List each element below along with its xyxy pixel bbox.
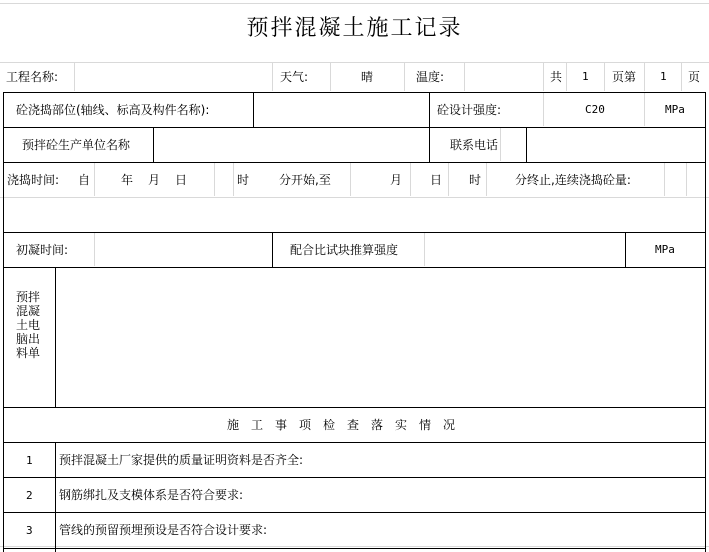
printout-area[interactable] — [56, 268, 705, 407]
gridline — [500, 128, 501, 161]
gridline — [233, 163, 234, 196]
phone-label: 联系电话 — [450, 138, 499, 152]
gridline — [486, 163, 487, 196]
pour-location-label: 砼浇捣部位(轴线、标高及构件名称): — [16, 103, 210, 117]
border — [3, 477, 706, 478]
start-to-label: 分开始,至 — [279, 173, 331, 187]
temperature-cell[interactable] — [465, 63, 543, 91]
gridline — [543, 63, 544, 91]
from-label: 自 — [78, 173, 91, 187]
weather-value[interactable]: 晴 — [361, 70, 374, 84]
day-label-end: 日 — [430, 173, 443, 187]
check-item-text: 管线的预留预埋预设是否符合设计要求: — [59, 523, 268, 537]
mix-strength-cell[interactable] — [425, 233, 625, 267]
gridline — [330, 63, 331, 91]
border — [3, 407, 706, 408]
check-item-text: 钢筋绑扎及支模体系是否符合要求: — [59, 488, 244, 502]
year-label: 年 — [121, 173, 134, 187]
printout-label: 预拌混凝土电脑出料单 — [16, 290, 41, 360]
gridline — [350, 163, 351, 196]
producer-label: 预拌砼生产单位名称 — [22, 138, 131, 152]
gridline — [566, 63, 567, 91]
gridline — [214, 163, 215, 196]
gridline — [448, 163, 449, 196]
border — [625, 233, 626, 267]
design-strength-unit: MPa — [665, 103, 685, 116]
check-item-number: 1 — [26, 454, 33, 467]
border — [55, 443, 56, 552]
page-prefix: 页第 — [612, 70, 637, 84]
gridline — [0, 546, 709, 547]
gridline — [664, 163, 665, 196]
total-pages[interactable]: 1 — [582, 70, 589, 83]
design-strength-label: 砼设计强度: — [437, 103, 502, 117]
month-label: 月 — [148, 173, 161, 187]
page-number[interactable]: 1 — [660, 70, 667, 83]
border — [3, 548, 706, 549]
page-suffix: 页 — [688, 70, 701, 84]
project-name-cell[interactable] — [75, 63, 272, 91]
border — [3, 162, 706, 163]
gridline — [410, 163, 411, 196]
gridline — [0, 3, 709, 4]
check-item-number: 2 — [26, 489, 33, 502]
pour-location-cell[interactable] — [254, 93, 429, 127]
gridline — [644, 93, 645, 126]
border — [429, 128, 430, 162]
blank-row-cell[interactable] — [4, 198, 705, 232]
mix-strength-unit: MPa — [655, 243, 675, 256]
pour-time-label: 浇捣时间: — [7, 173, 60, 187]
mix-strength-label: 配合比试块推算强度 — [290, 243, 399, 257]
project-name-label: 工程名称: — [6, 70, 59, 84]
total-label: 共 — [550, 70, 563, 84]
initial-set-cell[interactable] — [95, 233, 272, 267]
initial-set-label: 初凝时间: — [16, 243, 69, 257]
check-item-number: 3 — [26, 524, 33, 537]
check-item-text: 预拌混凝土厂家提供的质量证明资料是否齐全: — [59, 453, 304, 467]
producer-cell[interactable] — [154, 128, 429, 162]
hour-label-end: 时 — [469, 173, 482, 187]
design-strength-value[interactable]: C20 — [585, 103, 605, 116]
gridline — [681, 63, 682, 91]
hour-label: 时 — [237, 173, 250, 187]
month-label-end: 月 — [390, 173, 403, 187]
page-title: 预拌混凝土施工记录 — [246, 16, 463, 41]
gridline — [543, 93, 544, 126]
gridline — [686, 163, 687, 196]
border — [3, 442, 706, 443]
weather-label: 天气: — [280, 70, 309, 84]
border — [429, 93, 430, 127]
gridline — [604, 63, 605, 91]
temperature-label: 温度: — [416, 70, 445, 84]
checks-heading: 施工事项检查落实情况 — [227, 418, 468, 432]
gridline — [644, 63, 645, 91]
border — [272, 233, 273, 267]
phone-cell[interactable] — [527, 128, 705, 162]
gridline — [404, 63, 405, 91]
day-label: 日 — [175, 173, 188, 187]
gridline — [272, 63, 273, 91]
gridline — [94, 163, 95, 196]
border — [3, 512, 706, 513]
end-volume-label: 分终止,连续浇捣砼量: — [515, 173, 631, 187]
